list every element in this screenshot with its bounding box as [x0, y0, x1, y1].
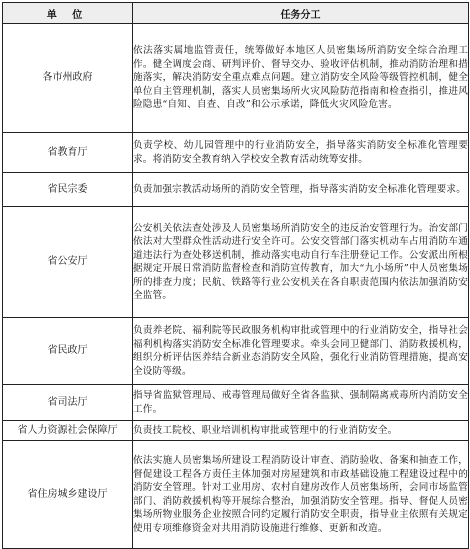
table-row: [3, 24, 469, 133]
table-row: [3, 385, 469, 421]
unit-cell: 省公安厅: [3, 207, 133, 318]
table-row: [3, 318, 469, 385]
task-cell: 指导省监狱管理局、戒毒管理局做好全省各监狱、强制隔离戒毒所内消防安全工作。: [133, 385, 469, 421]
task-cell: 负责学校、幼儿园管理中的行业消防安全，指导落实消防安全标准化管理要求。将消防安全教育纳入学校安全教育活动统筹安排。: [133, 133, 469, 173]
unit-cell: 各市州政府: [3, 24, 133, 133]
unit-cell: 省住房城乡建设厅: [3, 441, 133, 549]
task-cell: 依法落实属地监管责任，统筹做好本地区人员密集场所消防安全综合治理工作。健全调度会商、研判评价、督导交办、验收评估机制，推动消防治理和措施落实，解决消防安全重点难点问题。建立消防安全风险等级管控机制，健全单位自主管理机制，落实人员密集场所火灾风险防范指南和检查指引，推进风险隐患“自知、自查、自改”和公示承诺，降低火灾风险危害。: [133, 24, 469, 133]
unit-cell: 省司法厅: [3, 385, 133, 421]
header-unit-label: 单 位: [46, 9, 89, 21]
header-task: [133, 3, 469, 24]
unit-cell: 省教育厅: [3, 133, 133, 173]
task-division-table: [2, 2, 469, 549]
unit-cell: 省人力资源社会保障厅: [3, 421, 133, 441]
task-cell: 公安机关依法查处涉及人员密集场所消防安全的违反治安管理行为。治安部门依法对大型群众性活动进行安全许可。公安交管部门落实机动车占用消防车通道违法行为查处移送机制，推动落实电动自行车注册登记工作。公安派出所根据规定开展日常消防监督检查和消防宣传教育，加大“九小场所”中人员密集场所的排查力度；民航、铁路等行业公安机关在各自职责范围内依法加强消防安全监管。: [133, 207, 469, 318]
header-task-label: 任务分工: [280, 9, 321, 21]
header-unit: [3, 3, 133, 24]
unit-cell: 省民宗委: [3, 173, 133, 207]
task-cell: 负责技工院校、职业培训机构审批或管理中的行业消防安全。: [133, 421, 469, 441]
table-row: [3, 207, 469, 318]
table-row: [3, 441, 469, 549]
task-cell: 负责加强宗教活动场所的消防安全管理，指导落实消防安全标准化管理要求。: [133, 173, 469, 207]
unit-cell: 省民政厅: [3, 318, 133, 385]
task-cell: 依法实施人员密集场所建设工程消防设计审查、消防验收、备案和抽查工作，督促建设工程各方责任主体加强对房屋建筑和市政基础设施工程建设过程中的消防安全管理。针对工业用房、农村自建房改作人员密集场所，会同市场监管部门、消防救援机构等开展综合整治，加强消防安全管理。指导、督促人员密集场所物业服务企业按照合同约定履行消防安全职责，指导业主依照有关规定使用专项维修资金对共用消防设施进行维修、更新和改造。: [133, 441, 469, 549]
table-row: [3, 421, 469, 441]
task-cell: 负责养老院、福利院等民政服务机构审批或管理中的行业消防安全，指导社会福利机构落实消防安全标准化管理要求。牵头会同卫健部门、消防救援机构，组织分析评估医养结合新业态消防安全风险，强化行业消防管理措施，提高安全设防等级。: [133, 318, 469, 385]
table-header-row: [3, 3, 469, 24]
table-row: [3, 173, 469, 207]
table-row: [3, 133, 469, 173]
